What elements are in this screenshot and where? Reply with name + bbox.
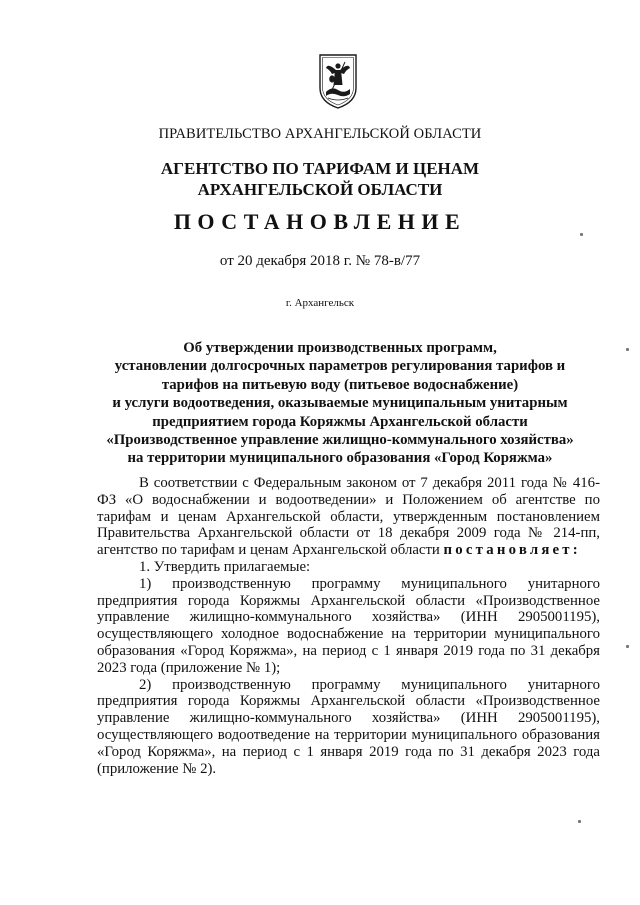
government-name: ПРАВИТЕЛЬСТВО АРХАНГЕЛЬСКОЙ ОБЛАСТИ: [158, 126, 482, 142]
item-1-2: 2) производственную программу муниципального унитарного предприятия города Коряжмы Архангельской области «Производственное управление жилищно-коммунального хозяйства» (ИНН 2905001195), осуществляющего водоотведение на территории муниципального образования «Город Коряжма», на период с 1 января 2019 года по 31 декабря 2023 года (приложение № 2).: [97, 676, 600, 777]
item-1-1: 1) производственную программу муниципального унитарного предприятия города Коряжмы Архангельской области «Производственное управление жилищно-коммунального хозяйства» (ИНН 2905001195), осуществляющего холодное водоснабжение на территории муниципального образования «Город Коряжма», на период с 1 января 2019 года по 31 декабря 2023 года (приложение № 1);: [97, 575, 600, 676]
scan-speck: [578, 820, 581, 823]
agency-name: [0, 158, 640, 200]
title-line: тарифов на питьевую воду (питьевое водоснабжение): [161, 376, 519, 393]
agency-name-line-1: АГЕНТСТВО ПО ТАРИФАМ И ЦЕНАМ: [160, 159, 480, 178]
agency-name-line-2: АРХАНГЕЛЬСКОЙ ОБЛАСТИ: [197, 180, 443, 199]
title-line: установлении долгосрочных параметров регулирования тарифов и: [114, 358, 566, 375]
city: г. Архангельск: [285, 297, 355, 309]
coat-of-arms-icon: [318, 52, 358, 110]
title-line: на территории муниципального образования «Город Коряжма»: [127, 450, 553, 467]
intro-paragraph: [97, 475, 600, 559]
document-body: [97, 475, 600, 777]
title-line: и услуги водоотведения, оказываемые муниципальным унитарным: [112, 395, 568, 412]
document-title: [80, 339, 600, 468]
title-line: предприятием города Коряжмы Архангельской области: [152, 413, 528, 430]
item-1: 1. Утвердить прилагаемые:: [139, 558, 311, 575]
intro-text: В соответствии с Федеральным законом от 7 декабря 2011 года № 416-ФЗ «О водоснабжении и водоотведении» и Положением об агентстве по тарифам и ценам Архангельской области, утвержденным постановлением Правительства Архангельской области от 18 декабря 2009 года № 214-пп, агентство по тарифам и ценам Архангельской области: [97, 475, 600, 559]
document-type: ПОСТАНОВЛЕНИЕ: [173, 209, 467, 234]
scan-speck: [626, 645, 629, 648]
title-line: Об утверждении производственных программ,: [183, 340, 497, 356]
title-line: «Производственное управление жилищно-коммунального хозяйства»: [106, 432, 574, 449]
scan-speck: [580, 233, 583, 236]
resolves-word: постановляет:: [443, 542, 581, 559]
scan-speck: [626, 348, 629, 351]
date-and-number: от 20 декабря 2018 г. № 78-в/77: [219, 253, 421, 269]
